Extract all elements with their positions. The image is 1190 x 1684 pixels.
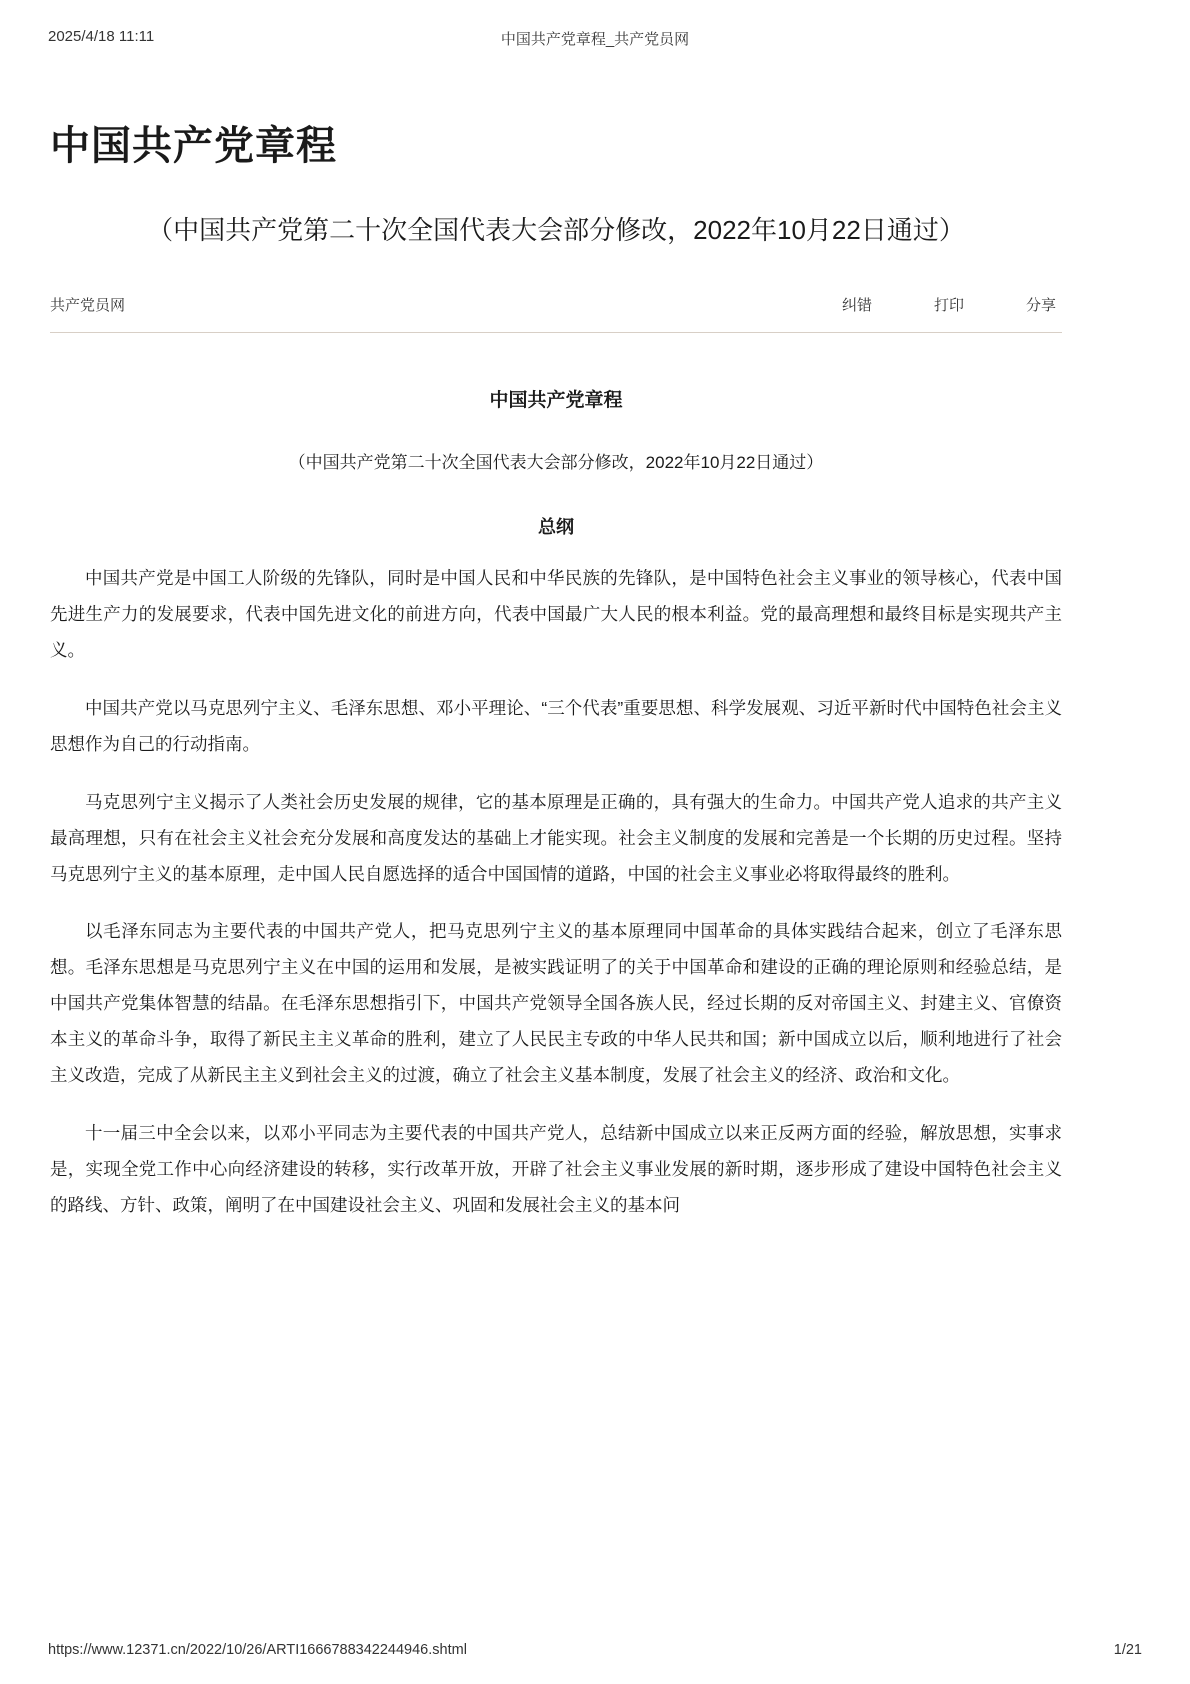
page-subtitle: （中国共产党第二十次全国代表大会部分修改，2022年10月22日通过）: [147, 215, 965, 245]
article-meta-bar: [50, 294, 1062, 333]
print-footer: [0, 1642, 1190, 1658]
print-header: [0, 28, 1190, 48]
section-heading-general-program: 总纲: [538, 517, 574, 538]
article-paragraph: 中国共产党以马克思列宁主义、毛泽东思想、邓小平理论、“三个代表”重要思想、科学发展观、习近平新时代中国特色社会主义思想作为自己的行动指南。: [50, 698, 1062, 754]
article-paragraph: 十一届三中全会以来，以邓小平同志为主要代表的中国共产党人，总结新中国成立以来正反两方面的经验，解放思想，实事求是，实现全党工作中心向经济建设的转移，实行改革开放，开辟了社会主义事业发展的新时期，逐步形成了建设中国特色社会主义的路线、方针、政策，阐明了在中国建设社会主义、巩固和发展社会主义的基本问: [50, 1122, 1062, 1215]
article-actions: [842, 294, 1056, 315]
share-button[interactable]: 分享: [1025, 297, 1056, 315]
article-paragraph: 中国共产党是中国工人阶级的先锋队，同时是中国人民和中华民族的先锋队，是中国特色社会主义事业的领导核心，代表中国先进生产力的发展要求，代表中国先进文化的前进方向，代表中国最广大人民的根本利益。党的最高理想和最终目标是实现共产主义。: [50, 568, 1062, 661]
article-paragraph: 以毛泽东同志为主要代表的中国共产党人，把马克思列宁主义的基本原理同中国革命的具体实践结合起来，创立了毛泽东思想。毛泽东思想是马克思列宁主义在中国的运用和发展，是被实践证明了的关于中国革命和建设的正确的理论原则和经验总结，是中国共产党集体智慧的结晶。在毛泽东思想指引下，中国共产党领导全国各族人民，经过长期的反对帝国主义、封建主义、官僚资本主义的革命斗争，取得了新民主主义革命的胜利，建立了人民民主专政的中华人民共和国；新中国成立以后，顺利地进行了社会主义改造，完成了从新民主主义到社会主义的过渡，确立了社会主义基本制度，发展了社会主义的经济、政治和文化。: [50, 921, 1062, 1085]
print-header-title: 中国共产党章程_共产党员网: [500, 31, 690, 48]
article-subtitle: （中国共产党第二十次全国代表大会部分修改，2022年10月22日通过）: [288, 453, 824, 473]
correct-button[interactable]: 纠错: [841, 297, 872, 315]
document-content: [50, 96, 1062, 1241]
print-footer-page-number: 1/21: [1113, 1642, 1142, 1658]
print-button[interactable]: 打印: [933, 297, 964, 315]
print-footer-url: https://www.12371.cn/2022/10/26/ARTI1666788342244946.shtml: [48, 1642, 467, 1658]
page-title: 中国共产党章程: [50, 124, 337, 168]
article-source: 共产党员网: [50, 297, 126, 315]
article-paragraph: 马克思列宁主义揭示了人类社会历史发展的规律，它的基本原理是正确的，具有强大的生命力。中国共产党人追求的共产主义最高理想，只有在社会主义社会充分发展和高度发达的基础上才能实现。社会主义制度的发展和完善是一个长期的历史过程。坚持马克思列宁主义的基本原理，走中国人民自愿选择的适合中国国情的道路，中国的社会主义事业必将取得最终的胜利。: [50, 791, 1062, 884]
print-header-date: 2025/4/18 11:11: [48, 28, 155, 45]
article-title: 中国共产党章程: [489, 390, 623, 412]
